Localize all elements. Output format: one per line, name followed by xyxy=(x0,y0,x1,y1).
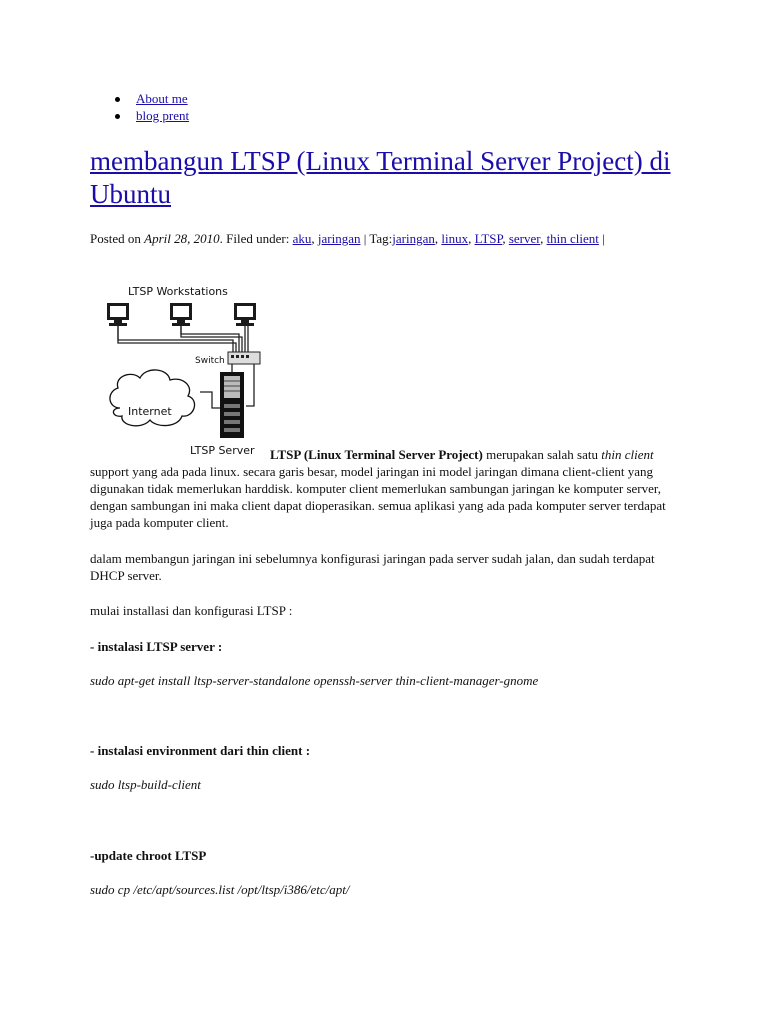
command-update-chroot: sudo cp /etc/apt/sources.list /opt/ltsp/i386/etc/apt/ xyxy=(90,882,350,897)
step-heading-build-client: - instalasi environment dari thin client : xyxy=(90,743,311,758)
category-link-aku[interactable]: aku xyxy=(292,231,312,246)
ltsp-definition: LTSP (Linux Terminal Server Project) xyxy=(270,447,483,462)
command-build-client: sudo ltsp-build-client xyxy=(90,777,201,792)
post-title xyxy=(90,145,690,211)
intro-text-2: support yang ada pada linux. secara garis besar, model jaringan ini model jaringan dimana client-client yang digunakan tidak memerlukan harddisk. komputer client memerlukan sambungan jaringan ke komputer server, dengan sambungan ini maka client dapat dioperasikan. semua aplikasi yang ada pada komputer server terdapat juga pada komputer client. xyxy=(90,464,666,530)
tag-link-linux[interactable]: linux xyxy=(441,231,469,246)
server-icon xyxy=(220,372,244,438)
posted-on-label: Posted on xyxy=(90,231,141,246)
workstation-icon xyxy=(107,303,129,326)
workstations-label: LTSP Workstations xyxy=(128,285,228,298)
tag-link-server[interactable]: server xyxy=(508,231,541,246)
category-link-jaringan[interactable]: jaringan xyxy=(317,231,361,246)
post-meta: Posted on April 28, 2010. Filed under: aku, jaringan | Tag:jaringan, linux, LTSP, server, thin client | xyxy=(90,231,605,246)
workstation-icon xyxy=(234,303,256,326)
server-label: LTSP Server xyxy=(190,444,255,455)
switch-label: Switch xyxy=(195,356,225,366)
tag-link-jaringan[interactable]: jaringan xyxy=(392,231,435,246)
intro-text-1: merupakan salah satu xyxy=(482,447,602,462)
start-paragraph: mulai installasi dan konfigurasi LTSP : xyxy=(90,603,293,618)
workstation-icon xyxy=(170,303,192,326)
ltsp-network-diagram xyxy=(90,280,268,455)
tag-link-ltsp[interactable]: LTSP xyxy=(474,231,503,246)
step-heading-update-chroot: -update chroot LTSP xyxy=(90,848,207,863)
command-install-server: sudo apt-get install ltsp-server-standalone openssh-server thin-client-manager-gnome xyxy=(90,673,539,688)
step-heading-install-server: - instalasi LTSP server : xyxy=(90,639,223,654)
blog-prent-link[interactable]: blog prent xyxy=(136,108,190,123)
filed-under-label: . Filed under: xyxy=(219,231,290,246)
tag-link-thin-client[interactable]: thin client xyxy=(546,231,599,246)
top-nav xyxy=(108,90,189,124)
about-me-link[interactable]: About me xyxy=(136,91,188,106)
post-title-link[interactable]: membangun LTSP (Linux Terminal Server Project) di Ubuntu xyxy=(90,146,671,209)
internet-label: Internet xyxy=(128,405,172,418)
intro-paragraph xyxy=(90,446,680,531)
thin-client-term: thin client xyxy=(601,447,654,462)
post-date: April 28, 2010 xyxy=(144,231,220,246)
nav-item-about xyxy=(108,90,189,107)
prerequisite-paragraph: dalam membangun jaringan ini sebelumnya konfigurasi jaringan pada server sudah jalan, dan sudah terdapat DHCP server. xyxy=(90,551,655,583)
nav-item-blog xyxy=(108,107,189,124)
tag-label: | Tag: xyxy=(363,231,393,246)
switch-icon xyxy=(228,352,260,364)
meta-trailing: | xyxy=(602,231,605,246)
